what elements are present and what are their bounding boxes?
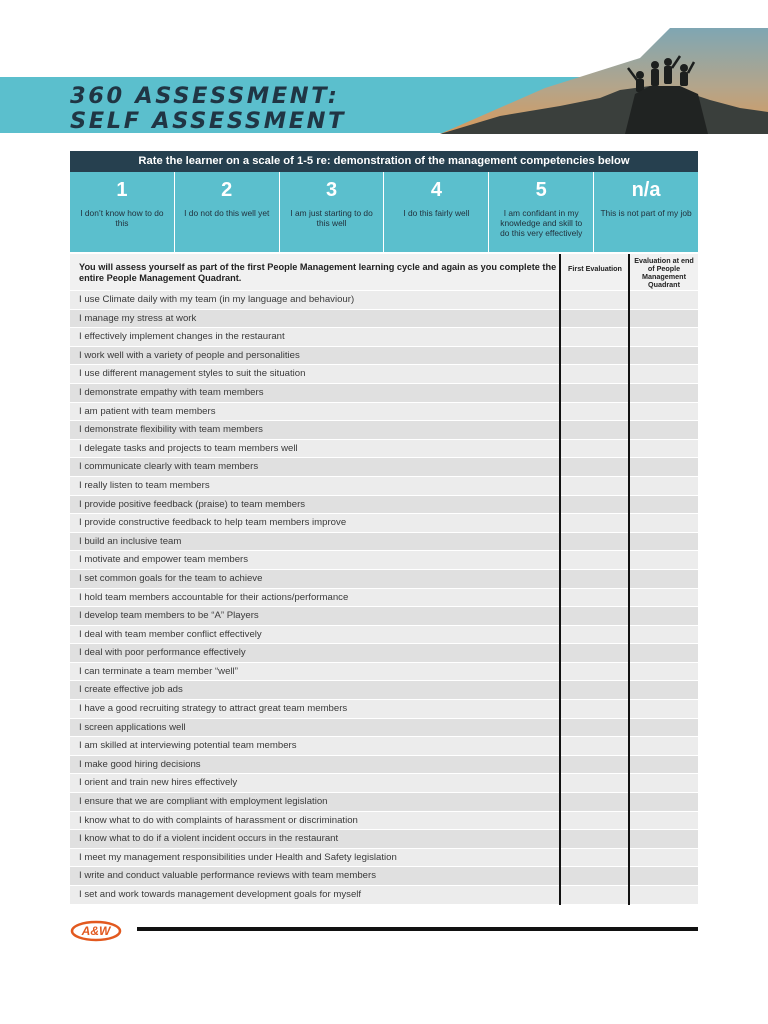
first-evaluation-cell[interactable] bbox=[560, 496, 630, 514]
table-row bbox=[70, 309, 698, 328]
competency-label: I have a good recruiting strategy to attract great team members bbox=[79, 703, 348, 715]
column-divider bbox=[628, 254, 630, 905]
end-evaluation-cell[interactable] bbox=[630, 477, 698, 495]
first-evaluation-cell[interactable] bbox=[560, 347, 630, 365]
scale-description: This is not part of my job bbox=[600, 208, 692, 218]
logo-text: A&W bbox=[81, 924, 111, 938]
scale-description: I am just starting to do this well bbox=[290, 208, 373, 229]
end-evaluation-cell[interactable] bbox=[630, 570, 698, 588]
first-evaluation-cell[interactable] bbox=[560, 589, 630, 607]
end-evaluation-cell[interactable] bbox=[630, 737, 698, 755]
first-evaluation-cell[interactable] bbox=[560, 644, 630, 662]
end-evaluation-cell[interactable] bbox=[630, 756, 698, 774]
table-row bbox=[70, 327, 698, 346]
rating-scale bbox=[70, 172, 698, 252]
first-evaluation-cell[interactable] bbox=[560, 514, 630, 532]
first-evaluation-cell[interactable] bbox=[560, 681, 630, 699]
end-evaluation-cell[interactable] bbox=[630, 421, 698, 439]
competency-label: I work well with a variety of people and personalities bbox=[79, 349, 300, 361]
title-line-1: 360 ASSESSMENT: bbox=[70, 83, 340, 109]
end-evaluation-cell[interactable] bbox=[630, 663, 698, 681]
competency-label: I create effective job ads bbox=[79, 684, 183, 696]
end-evaluation-cell[interactable] bbox=[630, 310, 698, 328]
end-evaluation-cell[interactable] bbox=[630, 514, 698, 532]
end-evaluation-cell[interactable] bbox=[630, 328, 698, 346]
competency-label: I really listen to team members bbox=[79, 479, 210, 491]
first-evaluation-cell[interactable] bbox=[560, 812, 630, 830]
first-evaluation-cell[interactable] bbox=[560, 737, 630, 755]
first-evaluation-cell[interactable] bbox=[560, 849, 630, 867]
competency-label: I use different management styles to suit the situation bbox=[79, 368, 306, 380]
competency-label: I make good hiring decisions bbox=[79, 758, 201, 770]
competency-label: I screen applications well bbox=[79, 721, 186, 733]
competency-label: I deal with team member conflict effectively bbox=[79, 628, 262, 640]
table-row bbox=[70, 476, 698, 495]
first-evaluation-cell[interactable] bbox=[560, 626, 630, 644]
table-row bbox=[70, 866, 698, 885]
end-evaluation-cell[interactable] bbox=[630, 793, 698, 811]
end-evaluation-cell[interactable] bbox=[630, 347, 698, 365]
scale-description: I do this fairly well bbox=[403, 208, 470, 218]
end-evaluation-cell[interactable] bbox=[630, 458, 698, 476]
table-row bbox=[70, 588, 698, 607]
competency-label: I can terminate a team member “well” bbox=[79, 665, 238, 677]
competency-label: I effectively implement changes in the restaurant bbox=[79, 331, 285, 343]
end-evaluation-cell[interactable] bbox=[630, 291, 698, 309]
scale-option-na bbox=[594, 172, 698, 252]
first-evaluation-cell[interactable] bbox=[560, 886, 630, 904]
end-evaluation-cell[interactable] bbox=[630, 440, 698, 458]
table-row bbox=[70, 643, 698, 662]
table-row bbox=[70, 885, 698, 904]
footer-rule bbox=[137, 927, 698, 931]
table-row bbox=[70, 625, 698, 644]
competency-table bbox=[70, 290, 698, 904]
scale-number: 3 bbox=[326, 179, 338, 201]
hero-image bbox=[440, 28, 768, 134]
competency-label: I motivate and empower team members bbox=[79, 554, 249, 566]
competency-label: I demonstrate flexibility with team members bbox=[79, 424, 263, 436]
table-row bbox=[70, 848, 698, 867]
table-row bbox=[70, 550, 698, 569]
competency-label: I build an inclusive team bbox=[79, 535, 182, 547]
competency-label: I hold team members accountable for their actions/performance bbox=[79, 591, 349, 603]
first-evaluation-cell[interactable] bbox=[560, 384, 630, 402]
competency-label: I write and conduct valuable performance reviews with team members bbox=[79, 870, 377, 882]
table-row bbox=[70, 773, 698, 792]
end-evaluation-cell[interactable] bbox=[630, 830, 698, 848]
competency-label: I deal with poor performance effectively bbox=[79, 647, 246, 659]
end-evaluation-cell[interactable] bbox=[630, 403, 698, 421]
first-evaluation-cell[interactable] bbox=[560, 570, 630, 588]
end-evaluation-cell[interactable] bbox=[630, 812, 698, 830]
first-evaluation-cell[interactable] bbox=[560, 477, 630, 495]
table-row bbox=[70, 662, 698, 681]
end-evaluation-cell[interactable] bbox=[630, 589, 698, 607]
first-evaluation-cell[interactable] bbox=[560, 756, 630, 774]
table-row bbox=[70, 829, 698, 848]
table-row bbox=[70, 736, 698, 755]
competency-label: I develop team members to be “A” Players bbox=[79, 610, 259, 622]
first-evaluation-cell[interactable] bbox=[560, 719, 630, 737]
table-row bbox=[70, 290, 698, 309]
first-evaluation-cell[interactable] bbox=[560, 793, 630, 811]
competency-label: I demonstrate empathy with team members bbox=[79, 386, 264, 398]
competency-label: I am patient with team members bbox=[79, 405, 216, 417]
first-evaluation-cell[interactable] bbox=[560, 421, 630, 439]
table-row bbox=[70, 457, 698, 476]
competency-label: I ensure that we are compliant with employment legislation bbox=[79, 796, 328, 808]
end-evaluation-cell[interactable] bbox=[630, 719, 698, 737]
first-evaluation-cell[interactable] bbox=[560, 867, 630, 885]
table-row bbox=[70, 811, 698, 830]
scale-number: 2 bbox=[221, 179, 233, 201]
competency-label: I set and work towards management development goals for myself bbox=[79, 889, 362, 900]
table-row bbox=[70, 606, 698, 625]
end-evaluation-cell[interactable] bbox=[630, 551, 698, 569]
competency-label: I set common goals for the team to achieve bbox=[79, 572, 263, 584]
end-evaluation-cell[interactable] bbox=[630, 496, 698, 514]
first-evaluation-cell[interactable] bbox=[560, 663, 630, 681]
first-evaluation-cell[interactable] bbox=[560, 458, 630, 476]
competency-label: I provide positive feedback (praise) to team members bbox=[79, 498, 306, 510]
table-row bbox=[70, 364, 698, 383]
end-evaluation-cell[interactable] bbox=[630, 849, 698, 867]
end-evaluation-cell[interactable] bbox=[630, 774, 698, 792]
scale-option-3 bbox=[280, 172, 385, 252]
scale-option-2 bbox=[175, 172, 280, 252]
scale-number: 5 bbox=[535, 179, 547, 201]
table-row bbox=[70, 718, 698, 737]
end-evaluation-cell[interactable] bbox=[630, 607, 698, 625]
title-line-2: SELF ASSESSMENT bbox=[70, 108, 347, 134]
first-evaluation-cell[interactable] bbox=[560, 328, 630, 346]
table-row bbox=[70, 402, 698, 421]
first-evaluation-cell[interactable] bbox=[560, 310, 630, 328]
scale-description: I do not do this well yet bbox=[184, 208, 270, 218]
first-evaluation-cell[interactable] bbox=[560, 403, 630, 421]
first-evaluation-cell[interactable] bbox=[560, 365, 630, 383]
scale-number: n/a bbox=[631, 179, 661, 201]
competency-label: I am skilled at interviewing potential team members bbox=[79, 740, 297, 752]
scale-option-4 bbox=[384, 172, 489, 252]
scale-option-1 bbox=[70, 172, 175, 252]
table-row bbox=[70, 495, 698, 514]
table-row bbox=[70, 699, 698, 718]
aw-logo bbox=[70, 918, 124, 949]
table-header-row bbox=[70, 254, 698, 290]
end-evaluation-cell[interactable] bbox=[630, 700, 698, 718]
first-evaluation-cell[interactable] bbox=[560, 607, 630, 625]
competency-label: I use Climate daily with my team (in my language and behaviour) bbox=[79, 294, 355, 305]
end-evaluation-cell[interactable] bbox=[630, 867, 698, 885]
competency-label: I manage my stress at work bbox=[79, 312, 197, 324]
table-row bbox=[70, 513, 698, 532]
column-header-end-evaluation: Evaluation at end of People Management Quadrant bbox=[634, 256, 694, 289]
first-evaluation-cell[interactable] bbox=[560, 700, 630, 718]
competency-label: I meet my management responsibilities under Health and Safety legislation bbox=[79, 851, 397, 863]
scale-description: I am confidant in my knowledge and skill to do this very effectively bbox=[500, 208, 583, 239]
table-row bbox=[70, 680, 698, 699]
competency-label: I know what to do if a violent incident occurs in the restaurant bbox=[79, 833, 339, 845]
end-evaluation-cell[interactable] bbox=[630, 681, 698, 699]
scale-number: 1 bbox=[116, 179, 128, 201]
scale-description: I don’t know how to do this bbox=[80, 208, 164, 229]
scale-header: Rate the learner on a scale of 1-5 re: demonstration of the management competencies below bbox=[70, 151, 698, 172]
first-evaluation-cell[interactable] bbox=[560, 291, 630, 309]
end-evaluation-cell[interactable] bbox=[630, 626, 698, 644]
first-evaluation-cell[interactable] bbox=[560, 440, 630, 458]
competency-label: I communicate clearly with team members bbox=[79, 461, 259, 473]
scale-number: 4 bbox=[430, 179, 442, 201]
intro-text: You will assess yourself as part of the first People Management learning cycle and again as you complete the entire People Management Quadrant. bbox=[79, 262, 557, 283]
table-row bbox=[70, 420, 698, 439]
table-row bbox=[70, 346, 698, 365]
page-title bbox=[70, 84, 346, 134]
table-row bbox=[70, 792, 698, 811]
table-row bbox=[70, 755, 698, 774]
table-row bbox=[70, 439, 698, 458]
table-row bbox=[70, 532, 698, 551]
end-evaluation-cell[interactable] bbox=[630, 384, 698, 402]
scale-option-5 bbox=[489, 172, 594, 252]
competency-label: I provide constructive feedback to help team members improve bbox=[79, 517, 347, 529]
end-evaluation-cell[interactable] bbox=[630, 644, 698, 662]
end-evaluation-cell[interactable] bbox=[630, 365, 698, 383]
column-divider bbox=[559, 254, 561, 905]
table-row bbox=[70, 569, 698, 588]
end-evaluation-cell[interactable] bbox=[630, 886, 698, 904]
first-evaluation-cell[interactable] bbox=[560, 830, 630, 848]
competency-label: I delegate tasks and projects to team members well bbox=[79, 442, 298, 454]
end-evaluation-cell[interactable] bbox=[630, 533, 698, 551]
first-evaluation-cell[interactable] bbox=[560, 774, 630, 792]
column-header-first-evaluation: First Evaluation bbox=[568, 264, 622, 273]
competency-label: I know what to do with complaints of harassment or discrimination bbox=[79, 814, 358, 826]
first-evaluation-cell[interactable] bbox=[560, 533, 630, 551]
table-row bbox=[70, 383, 698, 402]
first-evaluation-cell[interactable] bbox=[560, 551, 630, 569]
competency-label: I orient and train new hires effectively bbox=[79, 777, 238, 789]
